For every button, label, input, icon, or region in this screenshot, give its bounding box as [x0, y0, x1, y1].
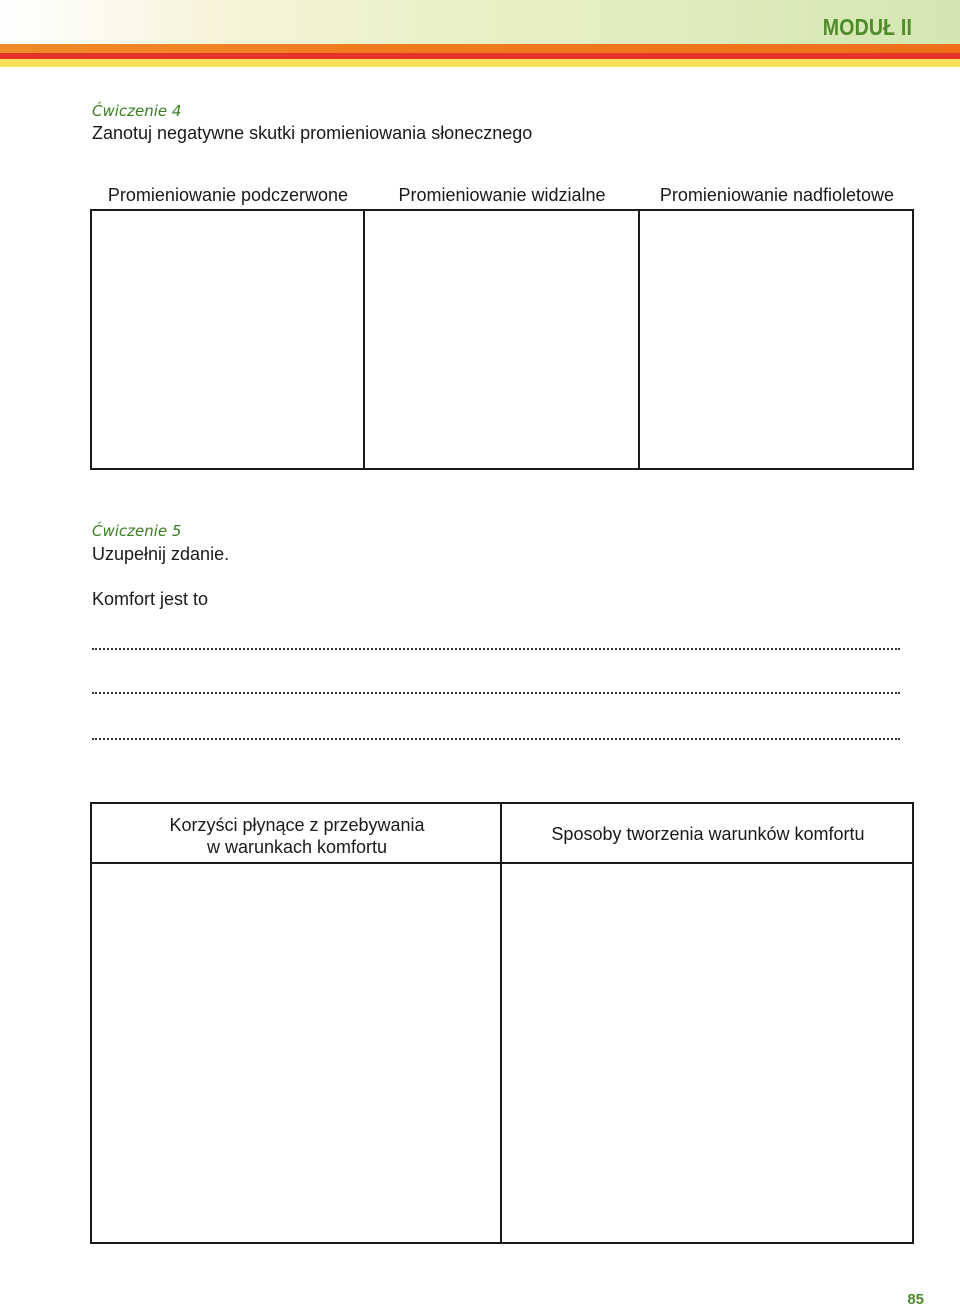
exercise5-column-divider: [500, 802, 502, 1244]
exercise4-column-header-visible: Promieniowanie widzialne: [398, 185, 606, 205]
exercise5-instruction: Uzupełnij zdanie.: [92, 544, 230, 564]
exercise4-column-divider: [638, 209, 640, 470]
answer-dotted-line[interactable]: [92, 648, 900, 650]
exercise5-answer-table: [90, 802, 914, 1244]
exercise5-header-divider: [90, 862, 914, 864]
exercise4-instruction: Zanotuj negatywne skutki promieniowania słonecznego: [92, 123, 533, 143]
exercise4-column-divider: [363, 209, 365, 470]
exercise5-sentence-start: Komfort jest to: [92, 589, 209, 609]
exercise5-title: Ćwiczenie 5: [92, 522, 182, 540]
exercise4-title: Ćwiczenie 4: [92, 102, 182, 120]
answer-dotted-line[interactable]: [92, 692, 900, 694]
exercise5-column-header-benefits: Korzyści płynące z przebywania w warunkach komfortu: [169, 815, 425, 857]
module-label: MODUŁ II: [822, 14, 912, 40]
exercise4-column-header-infrared: Promieniowanie podczerwone: [107, 185, 349, 205]
header-stripe-orange: [0, 44, 960, 53]
answer-dotted-line[interactable]: [92, 738, 900, 740]
exercise4-column-header-ultraviolet: Promieniowanie nadfioletowe: [659, 185, 895, 205]
header-band: [0, 0, 960, 44]
header-stripe-yellow: [0, 59, 960, 67]
exercise4-answer-table: [90, 209, 914, 470]
exercise5-column-header-methods: Sposoby tworzenia warunków komfortu: [551, 824, 865, 844]
page-number: 85: [907, 1291, 924, 1308]
